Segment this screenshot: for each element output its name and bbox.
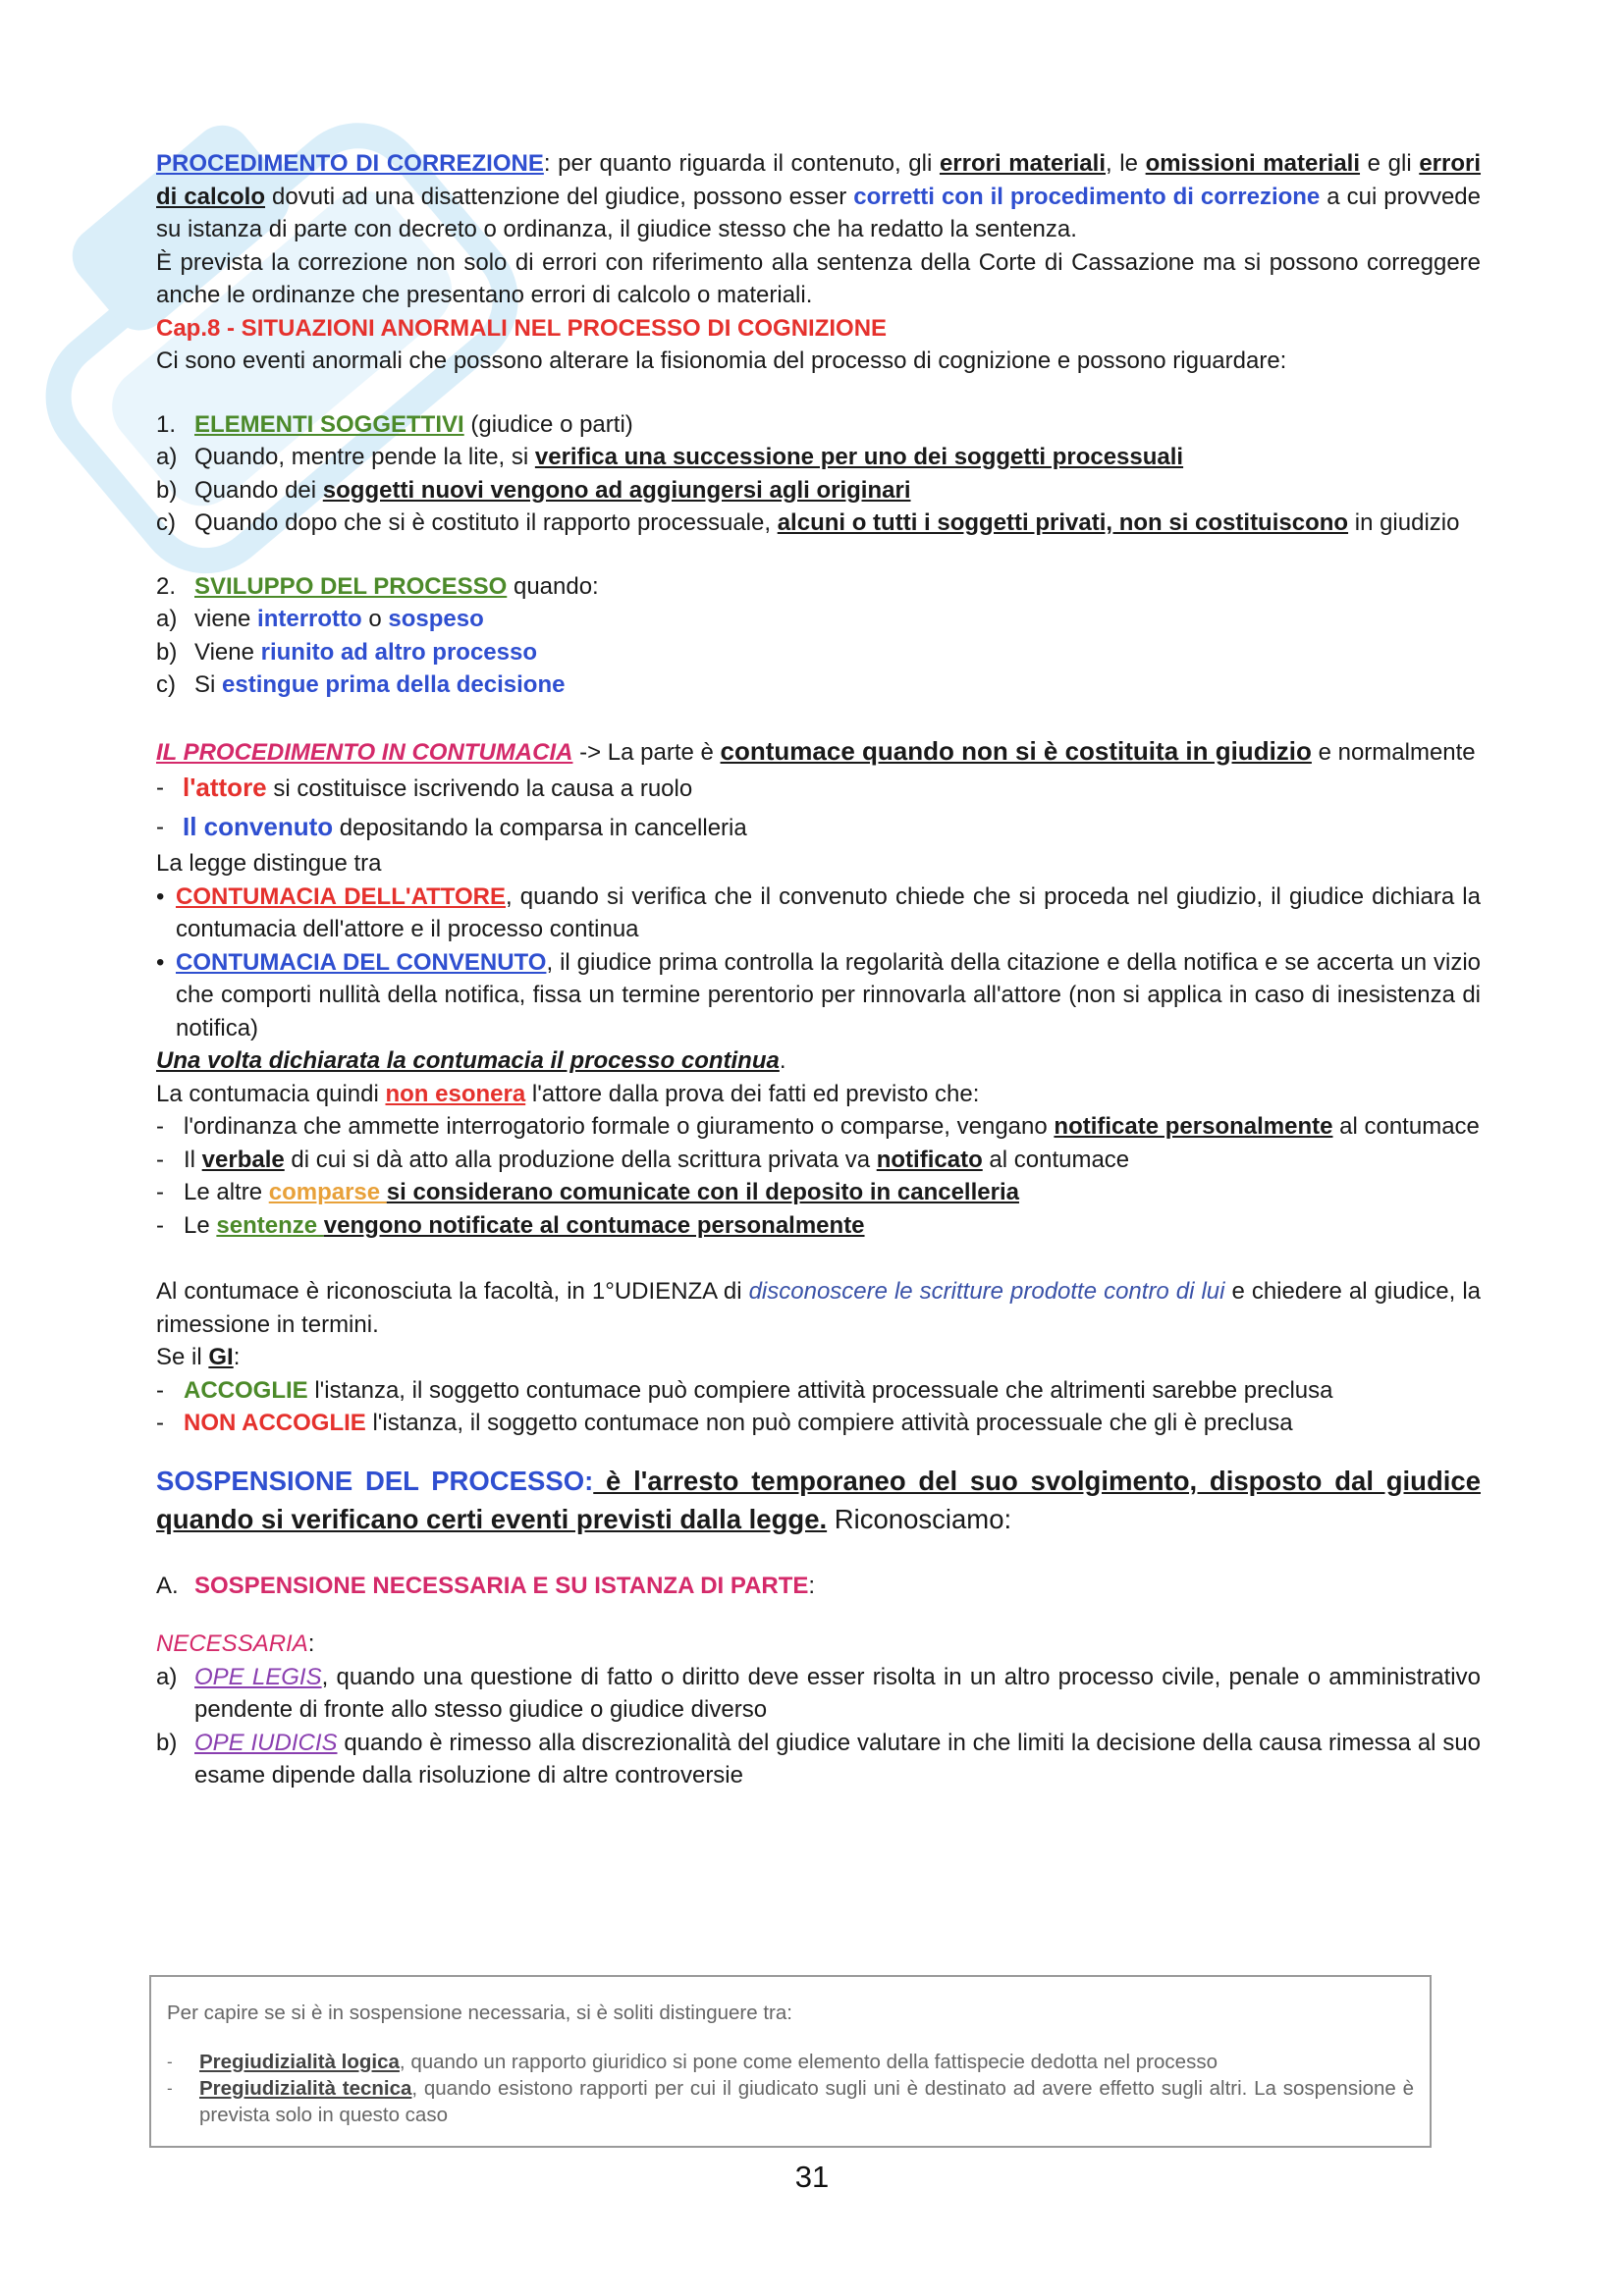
- contumacia-definition: IL PROCEDIMENTO IN CONTUMACIA -> La parte è contumace quando non si è costituita in giudizio e normalmente: [156, 735, 1476, 766]
- chapter-title: Cap.8 - SITUAZIONI ANORMALI NEL PROCESSO DI COGNIZIONE: [156, 314, 888, 342]
- list-item: - l'ordinanza che ammette interrogatorio formale o giuramento o comparse, vengano notificate personalmente al contumace: [156, 1113, 1480, 1140]
- list-item: a) OPE LEGIS, quando una questione di fatto o diritto deve esser risolta in un altro processo civile, penale o amministrativo pendente di fronte allo stesso giudice o giudice diverso: [156, 1663, 1481, 1723]
- list-item: b) Viene riunito ad altro processo: [156, 638, 538, 666]
- section-2-heading: 2. SVILUPPO DEL PROCESSO quando:: [156, 572, 599, 600]
- correzione-paragraph: PROCEDIMENTO DI CORREZIONE: per quanto riguarda il contenuto, gli errori materiali, le omissioni materiali e gli errori di calcolo dovuti ad una disattenzione del giudice, possono esser corretti con il procedimento di correzione a cui provvede su istanza di parte con decreto o ordinanza, il giudice stesso che ha redatto la sentenza.: [156, 150, 1482, 242]
- sospensione-heading: SOSPENSIONE DEL PROCESSO: è l'arresto temporaneo del suo svolgimento, disposto dal giudice quando si verificano certi eventi previsti dalla legge. Riconosciamo:: [156, 1465, 1481, 1534]
- note-item: - Pregiudizialità tecnica, quando esistono rapporti per cui il giudicato sugli uni è destinato ad avere effetto sugli altri. La sospensione è prevista solo in questo caso: [167, 2077, 1414, 2126]
- page-number: 31: [794, 2160, 830, 2194]
- list-item: - NON ACCOGLIE l'istanza, il soggetto contumace non può compiere attività processuale che gli è preclusa: [156, 1410, 1293, 1436]
- list-item: b) Quando dei soggetti nuovi vengono ad aggiungersi agli originari: [156, 476, 911, 504]
- note-box: [149, 1975, 1432, 2148]
- sospensione-a-heading: A. SOSPENSIONE NECESSARIA E SU ISTANZA DI PARTE:: [156, 1572, 816, 1599]
- list-item: - Le sentenze vengono notificate al contumace personalmente: [156, 1211, 865, 1239]
- document-body: [156, 147, 1481, 1792]
- list-item: a) Quando, mentre pende la lite, si verifica una successione per uno dei soggetti processuali: [156, 444, 1184, 470]
- list-item: b) OPE IUDICIS quando è rimesso alla discrezionalità del giudice valutare in che limiti la decisione della causa rimessa al suo esame dipende dalla risoluzione di altre controversie: [156, 1729, 1482, 1789]
- note-item: - Pregiudizialità logica, quando un rapporto giuridico si pone come elemento della fattispecie dedotta nel processo: [167, 2051, 1218, 2073]
- facolta-text: Al contumace è riconosciuta la facoltà, in 1°UDIENZA di disconoscere le scritture prodotte contro di lui e chiedere al giudice, la rimessione in termini.: [156, 1278, 1481, 1338]
- list-item: • CONTUMACIA DEL CONVENUTO, il giudice prima controlla la regolarità della citazione e della notifica e se accerta un vizio che comporti nullità della notifica, fissa un termine perentorio per rinnovarla all'attore (non si applica in caso di inesistenza di notifica): [156, 948, 1481, 1041]
- list-item: - ACCOGLIE l'istanza, il soggetto contumace può compiere attività processuale che altrimenti sarebbe preclusa: [156, 1376, 1333, 1404]
- note-intro: Per capire se si è in sospensione necessaria, si è soliti distinguere tra:: [167, 2002, 792, 2024]
- se-il-text: Se il GI:: [156, 1344, 241, 1370]
- list-item: c) Quando dopo che si è costituto il rapporto processuale, alcuni o tutti i soggetti privati, non si costituiscono in giudizio: [156, 509, 1460, 536]
- quindi-text: La contumacia quindi non esonera l'attore dalla prova dei fatti ed previsto che:: [156, 1080, 980, 1107]
- distingue-text: La legge distingue tra: [156, 850, 382, 877]
- section-1-heading: 1. ELEMENTI SOGGETTIVI (giudice o parti): [156, 410, 633, 438]
- list-item: - l'attore si costituisce iscrivendo la causa a ruolo: [156, 773, 693, 802]
- chapter-intro: Ci sono eventi anormali che possono alterare la fisionomia del processo di cognizione e possono riguardare:: [156, 347, 1287, 374]
- list-item: c) Si estingue prima della decisione: [156, 671, 566, 698]
- correzione-paragraph-2: È prevista la correzione non solo di errori con riferimento alla sentenza della Corte di Cassazione ma si possono correggere anche le ordinanze che presentano errori di calcolo o materiali.: [156, 248, 1481, 308]
- continua-text: Una volta dichiarata la contumacia il processo continua.: [156, 1047, 786, 1074]
- list-item: a) viene interrotto o sospeso: [156, 606, 484, 632]
- necessaria-label: NECESSARIA:: [156, 1630, 315, 1657]
- list-item: - Il verbale di cui si dà atto alla produzione della scrittura privata va notificato al contumace: [156, 1146, 1130, 1173]
- list-item: - Le altre comparse si considerano comunicate con il deposito in cancelleria: [156, 1179, 1019, 1205]
- list-item: • CONTUMACIA DELL'ATTORE, quando si verifica che il convenuto chiede che si proceda nel giudizio, il giudice dichiara la contumacia dell'attore e il processo continua: [156, 882, 1481, 942]
- list-item: - Il convenuto depositando la comparsa in cancelleria: [156, 812, 747, 841]
